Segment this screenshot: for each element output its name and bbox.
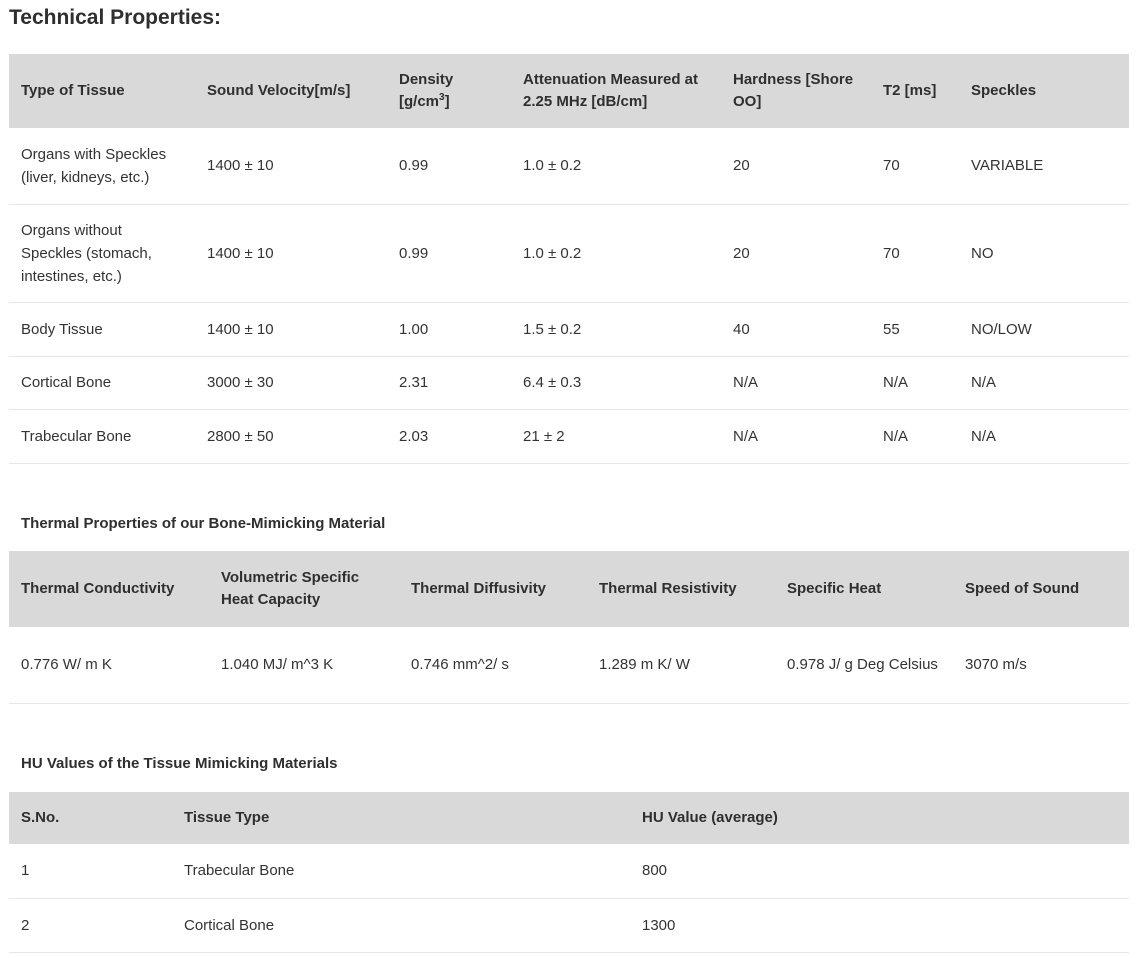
table-cell: N/A	[721, 356, 871, 409]
column-header: Speed of Sound	[953, 551, 1129, 627]
table-cell: 70	[871, 128, 959, 204]
table-cell: 1400 ± 10	[195, 204, 387, 302]
table-cell: N/A	[871, 409, 959, 463]
column-header: Specific Heat	[775, 551, 953, 627]
table-cell: 2.31	[387, 356, 511, 409]
table-row	[9, 627, 1129, 703]
table-cell: 70	[871, 204, 959, 302]
table-row	[9, 356, 1129, 409]
table-cell: N/A	[959, 356, 1129, 409]
column-header: Attenuation Measured at 2.25 MHz [dB/cm]	[511, 54, 721, 128]
technical-properties-table	[9, 54, 1129, 464]
table-cell: 21 ± 2	[511, 409, 721, 463]
table-cell: VARIABLE	[959, 128, 1129, 204]
thermal-section-title: Thermal Properties of our Bone-Mimicking Material	[21, 515, 386, 532]
table-cell: Cortical Bone	[172, 898, 630, 952]
table-row	[9, 898, 1129, 952]
hu-values-table	[9, 792, 1129, 953]
table-cell: 1.0 ± 0.2	[511, 128, 721, 204]
density-header-close: ]	[444, 93, 450, 110]
table-cell: 1400 ± 10	[195, 302, 387, 356]
table-row	[9, 128, 1129, 204]
table-cell: 0.99	[387, 128, 511, 204]
table-cell: 3070 m/s	[953, 627, 1129, 703]
table-cell: N/A	[871, 356, 959, 409]
column-header: Speckles	[959, 54, 1129, 128]
table-cell: NO	[959, 204, 1129, 302]
table-header-row	[9, 792, 1129, 844]
column-header: Type of Tissue	[9, 54, 195, 128]
column-header: Tissue Type	[172, 792, 630, 844]
table-row	[9, 409, 1129, 463]
table-cell: 0.776 W/ m K	[9, 627, 209, 703]
column-header: Thermal Conductivity	[9, 551, 209, 627]
table-cell: 0.746 mm^2/ s	[399, 627, 587, 703]
hu-section-title: HU Values of the Tissue Mimicking Materials	[21, 755, 338, 772]
table-cell: Trabecular Bone	[9, 409, 195, 463]
table-row	[9, 204, 1129, 302]
table-cell: 1.00	[387, 302, 511, 356]
table-cell: 2.03	[387, 409, 511, 463]
table-cell: 1300	[630, 898, 1129, 952]
density-header-exponent: 3	[439, 92, 445, 103]
column-header: Volumetric Specific Heat Capacity	[209, 551, 399, 627]
table-cell: 1.040 MJ/ m^3 K	[209, 627, 399, 703]
table-cell: 2800 ± 50	[195, 409, 387, 463]
table-cell: 40	[721, 302, 871, 356]
table-cell: 800	[630, 844, 1129, 898]
table-row	[9, 302, 1129, 356]
table-cell: 0.99	[387, 204, 511, 302]
table-cell: Organs with Speckles (liver, kidneys, etc.)	[9, 128, 195, 204]
table-cell: 3000 ± 30	[195, 356, 387, 409]
table-cell: 1.289 m K/ W	[587, 627, 775, 703]
table-header-row	[9, 54, 1129, 128]
page-title: Technical Properties:	[9, 6, 222, 29]
table-cell: 20	[721, 204, 871, 302]
table-cell: 2	[9, 898, 172, 952]
table-row	[9, 844, 1129, 898]
table-cell: 0.978 J/ g Deg Celsius	[775, 627, 953, 703]
table-cell: 1400 ± 10	[195, 128, 387, 204]
density-header-label: Density [g/cm	[399, 71, 454, 110]
thermal-properties-table	[9, 551, 1129, 704]
column-header	[387, 54, 511, 128]
column-header: S.No.	[9, 792, 172, 844]
column-header: Thermal Resistivity	[587, 551, 775, 627]
column-header: Sound Velocity[m/s]	[195, 54, 387, 128]
table-cell: N/A	[721, 409, 871, 463]
table-cell: Trabecular Bone	[172, 844, 630, 898]
column-header: Thermal Diffusivity	[399, 551, 587, 627]
column-header: Hardness [Shore OO]	[721, 54, 871, 128]
table-cell: 20	[721, 128, 871, 204]
table-cell: NO/LOW	[959, 302, 1129, 356]
column-header: T2 [ms]	[871, 54, 959, 128]
column-header: HU Value (average)	[630, 792, 1129, 844]
table-cell: 1.5 ± 0.2	[511, 302, 721, 356]
table-header-row	[9, 551, 1129, 627]
table-cell: Cortical Bone	[9, 356, 195, 409]
table-cell: Body Tissue	[9, 302, 195, 356]
table-cell: Organs without Speckles (stomach, intestines, etc.)	[9, 204, 195, 302]
table-cell: 55	[871, 302, 959, 356]
table-cell: 1.0 ± 0.2	[511, 204, 721, 302]
table-cell: 6.4 ± 0.3	[511, 356, 721, 409]
table-cell: N/A	[959, 409, 1129, 463]
table-cell: 1	[9, 844, 172, 898]
